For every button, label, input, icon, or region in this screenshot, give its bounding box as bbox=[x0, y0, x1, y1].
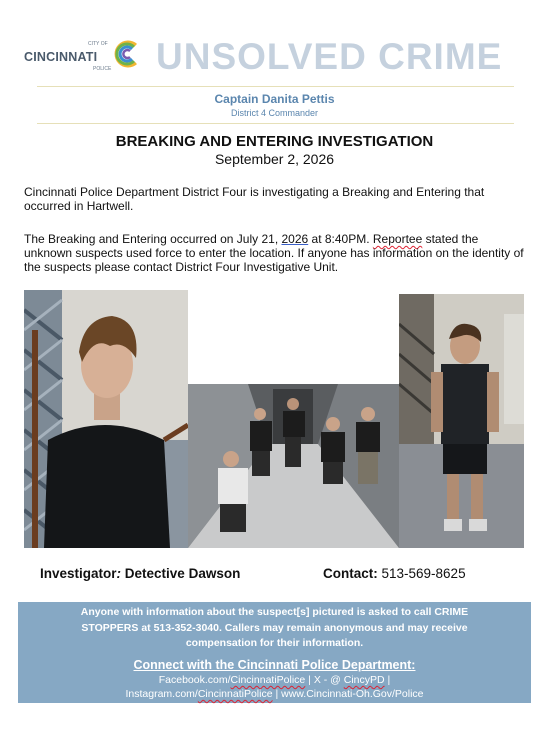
headline: UNSOLVED CRIME bbox=[156, 36, 503, 77]
notice-line: compensation for their information. bbox=[185, 637, 364, 649]
social-separator: | X - @ bbox=[305, 674, 344, 686]
social-links-line-2 bbox=[18, 688, 531, 700]
social-links-line-1 bbox=[18, 674, 531, 686]
contact-label: Contact: bbox=[323, 566, 378, 581]
connect-heading: Connect with the Cincinnati Police Department: bbox=[133, 658, 416, 672]
paragraph-details bbox=[24, 232, 529, 274]
crime-stoppers-notice bbox=[40, 605, 509, 652]
notice-date: September 2, 2026 bbox=[214, 151, 335, 167]
x-handle[interactable]: CincyPD bbox=[343, 674, 385, 686]
page-title: BREAKING AND ENTERING INVESTIGATION bbox=[115, 133, 434, 150]
paragraph-summary: Cincinnati Police Department District Four is investigating a Breaking and Entering that occurred in Hartwell. bbox=[24, 185, 485, 213]
commander-title: District 4 Commander bbox=[230, 108, 319, 118]
details-text: The Breaking and Entering occurred on July 21, bbox=[24, 232, 282, 246]
facebook-handle[interactable]: CincinnatiPolice bbox=[230, 674, 306, 686]
facebook-link[interactable]: Facebook.com/ bbox=[158, 674, 231, 686]
contact-phone: 513-569-8625 bbox=[377, 566, 466, 581]
investigator-label bbox=[40, 566, 240, 581]
details-year: 2026 bbox=[281, 232, 309, 246]
logo-city-text: CITY OF bbox=[88, 41, 108, 47]
website-link[interactable]: | www.Cincinnati-Oh.Gov/Police bbox=[272, 688, 424, 700]
contact-info bbox=[323, 566, 466, 581]
instagram-handle[interactable]: CincinnatiPolice bbox=[197, 688, 273, 700]
commander-name: Captain Danita Pettis bbox=[214, 92, 335, 106]
notice-line: Anyone with information about the suspect[s] pictured is asked to call CRIME bbox=[80, 606, 469, 618]
suspect-photo-2 bbox=[188, 384, 399, 548]
cincinnati-logo-icon bbox=[112, 39, 142, 69]
investigator-colon: : bbox=[116, 566, 122, 581]
divider bbox=[37, 123, 514, 124]
logo-police-text: POLICE bbox=[93, 66, 112, 72]
suspect-photo-1 bbox=[24, 290, 188, 548]
details-text: stated the unknown suspects used force to enter the location. If anyone has information on the identity of the suspects please contact District Four Investigative Unit. bbox=[24, 232, 524, 274]
notice-line: STOPPERS at 513-352-3040. Callers may remain anonymous and may receive bbox=[81, 621, 468, 634]
investigator-name: Detective Dawson bbox=[121, 566, 241, 581]
details-reportee: Reportee bbox=[372, 232, 423, 246]
social-separator: | bbox=[384, 674, 391, 686]
instagram-link[interactable]: Instagram.com/ bbox=[125, 688, 198, 700]
details-text: at 8:40PM. bbox=[308, 232, 373, 246]
investigator-label-text: Investigator bbox=[40, 566, 117, 581]
divider bbox=[37, 86, 514, 87]
suspect-photo-3 bbox=[399, 294, 524, 548]
logo-wordmark: CINCINNATI bbox=[24, 50, 98, 64]
